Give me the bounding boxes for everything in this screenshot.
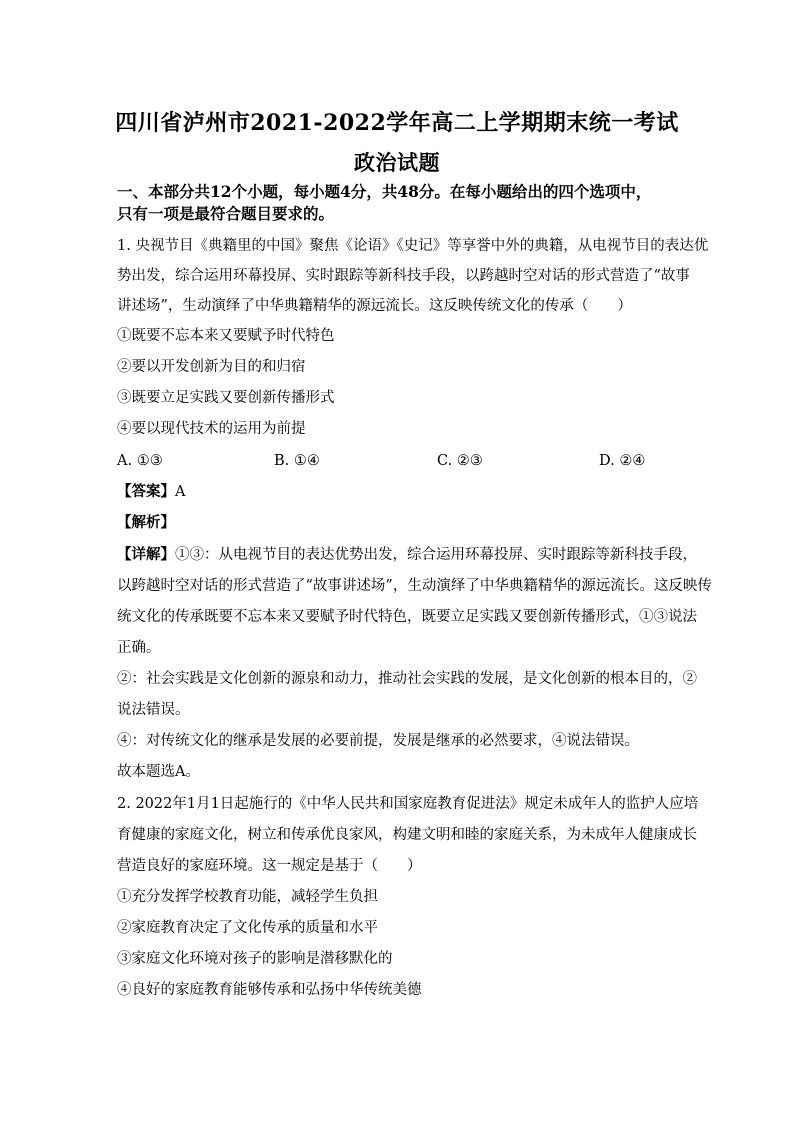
q1-option-d: D. ②④ [599, 453, 646, 469]
q1-stem-line: 1. 央视节目《典籍里的中国》聚焦《论语》《史记》等享誉中外的典籍，从电视节目的表达优 [117, 238, 709, 254]
q1-option-c: C. ②③ [437, 453, 483, 469]
q2-stem-line: 营造良好的家庭环境。这一规定是基于（ ） [117, 858, 422, 874]
q2-stem-line: 2. 2022年1月1日起施行的《中华人民共和国家庭教育促进法》规定未成年人的监护人应培 [117, 796, 699, 812]
section-heading [117, 181, 677, 225]
detail-text: ①③：从电视节目的表达优势出发，综合运用环幕投屏、实时跟踪等新科技手段， [175, 547, 697, 563]
q1-item: ①既要不忘本来又要赋予时代特色 [117, 328, 335, 344]
q1-detail-line: 统文化的传承既要不忘本来又要赋予时代特色，既要立足实践又要创新传播形式，①③说法 [117, 609, 697, 625]
q1-detail-line [117, 545, 697, 565]
q2-stem-line: 育健康的家庭文化，树立和传承优良家风，构建文明和睦的家庭关系，为未成年人健康成长 [117, 827, 697, 843]
section-heading-line: 一、本部分共12个小题，每小题4分，共48分。在每小题给出的四个选项中， [117, 182, 652, 201]
analysis-tag: 【解析】 [117, 514, 175, 531]
q1-option-a: A. ①③ [117, 453, 163, 469]
answer-value: A [175, 484, 186, 500]
q1-item: ③既要立足实践又要创新传播形式 [117, 390, 335, 406]
q1-answer [117, 482, 185, 502]
q1-option-b: B. ①④ [274, 453, 320, 469]
q2-item: ①充分发挥学校教育功能，减轻学生负担 [117, 889, 378, 905]
q1-detail-line: ④：对传统文化的继承是发展的必要前提，发展是继承的必然要求，④说法错误。 [117, 733, 639, 749]
q1-detail-line: ②：社会实践是文化创新的源泉和动力，推动社会实践的发展，是文化创新的根本目的，② [117, 671, 697, 687]
document-title: 四川省泸州市2021-2022学年高二上学期期末统一考试 [115, 110, 679, 136]
section-heading-line: 只有一项是最符合题目要求的。 [117, 204, 335, 223]
q1-detail-line: 说法错误。 [117, 702, 190, 718]
q2-item: ②家庭教育决定了文化传承的质量和水平 [117, 920, 378, 936]
q2-item: ④良好的家庭教育能够传承和弘扬中华传统美德 [117, 982, 422, 998]
answer-tag: 【答案】 [117, 483, 175, 500]
document-subtitle: 政治试题 [354, 150, 440, 175]
q1-detail-line: 故本题选A。 [117, 764, 200, 780]
detail-tag: 【详解】 [117, 546, 175, 563]
q1-item: ②要以开发创新为目的和归宿 [117, 359, 306, 375]
q1-item: ④要以现代技术的运用为前提 [117, 421, 306, 437]
q1-detail-line: 以跨越时空对话的形式营造了“故事讲述场”，生动演绎了中华典籍精华的源远流长。这反映传 [117, 578, 712, 594]
q2-item: ③家庭文化环境对孩子的影响是潜移默化的 [117, 951, 393, 967]
q1-stem-line: 势出发，综合运用环幕投屏、实时跟踪等新科技手段，以跨越时空对话的形式营造了“故事 [117, 268, 690, 284]
q1-detail-line: 正确。 [117, 640, 161, 656]
q1-analysis-tag [117, 513, 175, 533]
q1-stem-line: 讲述场”，生动演绎了中华典籍精华的源远流长。这反映传统文化的传承（ ） [117, 298, 632, 314]
